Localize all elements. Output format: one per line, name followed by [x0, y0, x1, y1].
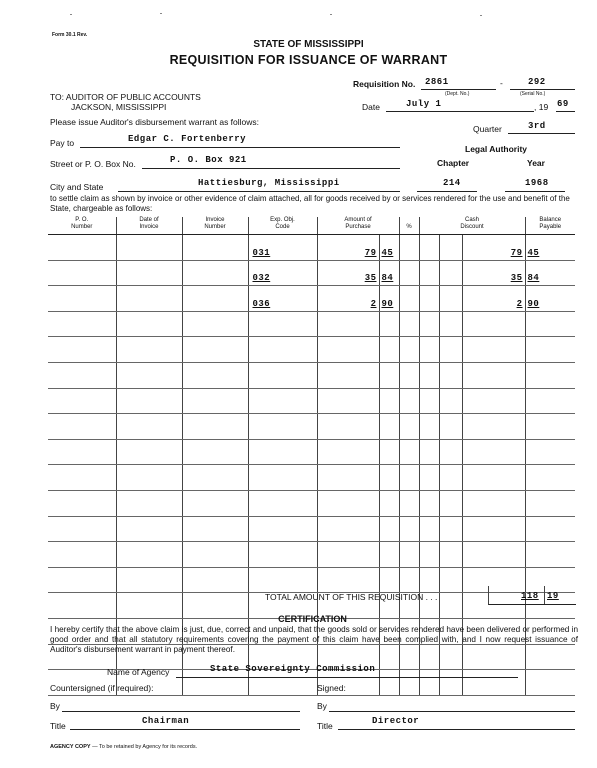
cell-cash-b	[439, 260, 462, 286]
scan-speck	[330, 14, 332, 15]
cell-cash-a	[419, 235, 439, 261]
cell-pct	[399, 516, 419, 542]
total-label: TOTAL AMOUNT OF THIS REQUISITION . . .	[265, 592, 438, 602]
cell-cash-b	[439, 490, 462, 516]
cell-pct	[399, 542, 419, 568]
cell-balance-cents	[525, 490, 575, 516]
total-cents: 19	[547, 591, 559, 601]
cell-amount-dollars	[317, 362, 379, 388]
cell-amount-cents	[379, 286, 399, 312]
cell-balance-dollars	[462, 465, 525, 491]
col-cash-header: Cash Discount	[419, 217, 525, 235]
cell-cash-b	[439, 542, 462, 568]
chapter-label: Chapter	[437, 158, 470, 168]
balance-dollars-value: 35	[510, 273, 523, 284]
cell-pct	[399, 362, 419, 388]
cell-balance-dollars	[462, 235, 525, 261]
requisition-label: Requisition No.	[353, 79, 416, 89]
cell-pct	[399, 490, 419, 516]
amount-cents-value: 45	[381, 247, 394, 258]
cell-pct	[399, 260, 419, 286]
cell-cash-a	[419, 286, 439, 312]
cell-cash-b	[439, 516, 462, 542]
settle-claim-text: to settle claim as shown by invoice or other evidence of claim attached, all for goods received by or services rendered for the use and benefit of the State, chargeable as follows:	[50, 194, 570, 213]
expense-code-value: 036	[252, 298, 271, 309]
year-prefix: , 19	[534, 102, 549, 112]
cell-amount-cents	[379, 542, 399, 568]
cell-balance-cents	[525, 439, 575, 465]
cell-cash-b	[439, 567, 462, 593]
street-value: P. O. Box 921	[170, 155, 247, 165]
cell-invoice	[182, 362, 248, 388]
cell-balance-cents	[525, 260, 575, 286]
instruction-text: Please issue Auditor's disbursement warrant as follows:	[50, 117, 260, 127]
cell-exp-code	[248, 311, 317, 337]
form-title-state: STATE OF MISSISSIPPI	[253, 39, 364, 50]
agency-copy-label: AGENCY COPY	[50, 744, 91, 750]
cell-pct	[399, 567, 419, 593]
cell-po	[48, 465, 116, 491]
to-line-1: TO: AUDITOR OF PUBLIC ACCOUNTS	[50, 92, 201, 102]
title-label-left: Title	[50, 721, 66, 731]
certification-text: I hereby certify that the above claim is just, due, correct and unpaid, that the goods sold or services rendered have been delivered or performed in good order and that all statutory requirements covering the payment of this claim have been complied with, and I now request issuance of Auditor's disbursement warrant in payment thereof.	[50, 625, 578, 654]
cell-invoice	[182, 439, 248, 465]
title-left-value: Chairman	[142, 716, 190, 726]
cell-amount-dollars	[317, 337, 379, 363]
cell-balance-dollars	[462, 260, 525, 286]
agency-label: Name of Agency	[107, 667, 170, 677]
cell-balance-dollars	[462, 286, 525, 312]
amount-cents-value: 90	[381, 298, 394, 309]
cell-cash-b	[439, 465, 462, 491]
cell-amount-cents	[379, 439, 399, 465]
cell-amount-cents	[379, 490, 399, 516]
cell-date	[116, 311, 182, 337]
cell-invoice	[182, 311, 248, 337]
expense-code-value: 032	[252, 273, 271, 284]
title-field-right	[338, 716, 575, 730]
cell-amount-dollars	[317, 490, 379, 516]
col-invoice-header: Invoice Number	[182, 217, 248, 235]
cell-exp-code	[248, 286, 317, 312]
dept-no-value: 2861	[425, 77, 449, 87]
cell-invoice	[182, 414, 248, 440]
cell-exp-code	[248, 337, 317, 363]
dept-no-field	[421, 77, 496, 90]
balance-dollars-value: 79	[510, 247, 523, 258]
cell-date	[116, 414, 182, 440]
cell-pct	[399, 235, 419, 261]
scan-speck	[480, 15, 482, 16]
form-id: Form 30.1 Rev.	[52, 32, 88, 38]
cell-amount-cents	[379, 414, 399, 440]
amount-dollars-value: 2	[370, 298, 377, 309]
cell-amount-dollars	[317, 235, 379, 261]
cell-exp-code	[248, 414, 317, 440]
balance-dollars-value: 2	[516, 298, 523, 309]
cell-balance-dollars	[462, 311, 525, 337]
cell-pct	[399, 388, 419, 414]
cell-invoice	[182, 337, 248, 363]
agency-field	[176, 664, 518, 678]
cell-amount-cents	[379, 235, 399, 261]
cell-invoice	[182, 465, 248, 491]
cell-date	[116, 567, 182, 593]
cell-pct	[399, 337, 419, 363]
cell-exp-code	[248, 567, 317, 593]
cell-cash-b	[439, 439, 462, 465]
chapter-value: 214	[443, 178, 461, 188]
col-date-header: Date of Invoice	[116, 217, 182, 235]
cell-po	[48, 362, 116, 388]
title-label-right: Title	[317, 721, 333, 731]
cell-cash-a	[419, 465, 439, 491]
cell-balance-cents	[525, 670, 575, 696]
cell-cash-b	[439, 311, 462, 337]
chapter-field	[417, 178, 477, 192]
cell-cash-b	[439, 362, 462, 388]
cell-cash-a	[419, 311, 439, 337]
cell-date	[116, 516, 182, 542]
cell-po	[48, 286, 116, 312]
table-row	[48, 542, 575, 568]
col-amount-header: Amount of Purchase	[317, 217, 399, 235]
cell-cash-a	[419, 490, 439, 516]
cell-cash-a	[419, 337, 439, 363]
col-balance-header: Balance Payable	[525, 217, 575, 235]
cell-cash-b	[439, 286, 462, 312]
cell-po	[48, 337, 116, 363]
cell-invoice	[182, 542, 248, 568]
cell-amount-cents	[379, 311, 399, 337]
cell-amount-dollars	[317, 286, 379, 312]
cell-pct	[399, 414, 419, 440]
cell-balance-cents	[525, 362, 575, 388]
cell-invoice	[182, 235, 248, 261]
cell-pct	[399, 439, 419, 465]
cell-po	[48, 439, 116, 465]
cell-balance-dollars	[462, 542, 525, 568]
cell-balance-cents	[525, 235, 575, 261]
cell-po	[48, 490, 116, 516]
balance-cents-value: 90	[527, 298, 540, 309]
table-row	[48, 337, 575, 363]
city-value: Hattiesburg, Mississippi	[198, 178, 340, 188]
cell-amount-dollars	[317, 260, 379, 286]
amount-dollars-value: 79	[364, 247, 377, 258]
cell-amount-cents	[379, 465, 399, 491]
cell-date	[116, 542, 182, 568]
cell-date	[116, 388, 182, 414]
year-value: 69	[557, 99, 569, 109]
amount-dollars-value: 35	[364, 273, 377, 284]
cell-exp-code	[248, 439, 317, 465]
cell-amount-cents	[379, 337, 399, 363]
cell-balance-cents	[525, 516, 575, 542]
cell-date	[116, 235, 182, 261]
date-field	[386, 99, 534, 112]
cell-invoice	[182, 260, 248, 286]
total-dollars: 118	[521, 591, 539, 601]
cell-balance-dollars	[462, 362, 525, 388]
cell-balance-cents	[525, 337, 575, 363]
quarter-field	[508, 121, 575, 134]
cell-balance-cents	[525, 311, 575, 337]
balance-cents-value: 45	[527, 247, 540, 258]
cell-exp-code	[248, 235, 317, 261]
cell-amount-cents	[379, 260, 399, 286]
cell-date	[116, 260, 182, 286]
cell-amount-dollars	[317, 439, 379, 465]
cell-balance-dollars	[462, 414, 525, 440]
cell-po	[48, 567, 116, 593]
cell-date	[116, 337, 182, 363]
cell-balance-cents	[525, 542, 575, 568]
cell-balance-dollars	[462, 439, 525, 465]
signed-label: Signed:	[317, 683, 346, 693]
year-authority-value: 1968	[525, 178, 549, 188]
date-value: July 1	[406, 99, 442, 109]
cell-cash-b	[439, 414, 462, 440]
table-header-row	[48, 217, 575, 235]
expense-code-value: 031	[252, 247, 271, 258]
cell-amount-dollars	[317, 311, 379, 337]
col-exp-header: Exp. Obj. Code	[248, 217, 317, 235]
cell-balance-dollars	[462, 516, 525, 542]
year-authority-field	[505, 178, 565, 192]
cell-balance-cents	[525, 388, 575, 414]
cell-balance-cents	[525, 465, 575, 491]
cell-amount-dollars	[317, 414, 379, 440]
cell-date	[116, 439, 182, 465]
cell-date	[116, 362, 182, 388]
cell-cash-b	[439, 337, 462, 363]
cell-balance-dollars	[462, 337, 525, 363]
city-label: City and State	[50, 182, 104, 192]
table-row	[48, 388, 575, 414]
table-row	[48, 439, 575, 465]
date-label: Date	[362, 102, 380, 112]
cell-exp-code	[248, 362, 317, 388]
title-field-left	[70, 716, 300, 730]
col-po-header: P. O. Number	[48, 217, 116, 235]
amount-cents-value: 84	[381, 273, 394, 284]
year-label: Year	[527, 158, 545, 168]
pay-to-label: Pay to	[50, 138, 75, 148]
footer-note	[50, 744, 197, 750]
cell-amount-dollars	[317, 465, 379, 491]
table-row	[48, 516, 575, 542]
cell-po	[48, 542, 116, 568]
cell-cash-a	[419, 260, 439, 286]
cell-po	[48, 516, 116, 542]
cell-balance-cents	[525, 414, 575, 440]
cell-amount-cents	[379, 567, 399, 593]
cell-invoice	[182, 567, 248, 593]
by-label-left: By	[50, 701, 60, 711]
table-row	[48, 235, 575, 261]
cell-cash-a	[419, 542, 439, 568]
cell-exp-code	[248, 388, 317, 414]
countersigned-label: Countersigned (if required):	[50, 683, 154, 693]
cell-exp-code	[248, 490, 317, 516]
cell-cash-a	[419, 388, 439, 414]
certification-title: CERTIFICATION	[278, 614, 347, 624]
cell-date	[116, 286, 182, 312]
cell-balance-cents	[525, 286, 575, 312]
col-pct-header: %	[399, 217, 419, 235]
cell-exp-code	[248, 465, 317, 491]
cell-invoice	[182, 388, 248, 414]
cell-po	[48, 235, 116, 261]
scan-speck	[70, 14, 72, 15]
by-field-left	[62, 701, 300, 712]
cell-amount-cents	[379, 388, 399, 414]
cell-cash-a	[419, 414, 439, 440]
agency-value: State Sovereignty Commission	[210, 664, 376, 674]
cell-po	[48, 311, 116, 337]
table-row	[48, 286, 575, 312]
total-divider	[544, 586, 545, 604]
cell-exp-code	[248, 516, 317, 542]
cell-cash-b	[439, 388, 462, 414]
cell-amount-dollars	[317, 388, 379, 414]
cell-exp-code	[248, 542, 317, 568]
cell-invoice	[182, 286, 248, 312]
street-field	[142, 155, 400, 169]
cell-balance-dollars	[462, 490, 525, 516]
title-right-value: Director	[372, 716, 420, 726]
cell-cash-b	[439, 235, 462, 261]
cell-exp-code	[248, 260, 317, 286]
balance-cents-value: 84	[527, 273, 540, 284]
cell-pct	[399, 286, 419, 312]
table-row	[48, 414, 575, 440]
table-row	[48, 465, 575, 491]
quarter-value: 3rd	[528, 121, 546, 131]
cell-amount-dollars	[317, 516, 379, 542]
by-field-right	[329, 701, 575, 712]
pay-to-field	[80, 134, 400, 148]
cell-date	[116, 490, 182, 516]
street-label: Street or P. O. Box No.	[50, 159, 136, 169]
cell-po	[48, 388, 116, 414]
cell-amount-cents	[379, 516, 399, 542]
form-title: REQUISITION FOR ISSUANCE OF WARRANT	[169, 53, 448, 67]
cell-amount-dollars	[317, 542, 379, 568]
cell-cash-a	[419, 362, 439, 388]
serial-no-value: 292	[528, 77, 546, 87]
cell-po	[48, 260, 116, 286]
serial-no-caption: (Serial No.)	[520, 91, 546, 97]
cell-cash-a	[419, 439, 439, 465]
to-line-2: JACKSON, MISSISSIPPI	[71, 102, 167, 112]
table-row	[48, 311, 575, 337]
cell-balance-dollars	[462, 388, 525, 414]
pay-to-value: Edgar C. Fortenberry	[128, 134, 247, 144]
by-label-right: By	[317, 701, 327, 711]
scan-speck	[160, 13, 162, 14]
cell-po	[48, 414, 116, 440]
cell-pct	[399, 465, 419, 491]
cell-pct	[399, 311, 419, 337]
quarter-label: Quarter	[473, 124, 502, 134]
cell-cash-a	[419, 567, 439, 593]
cell-amount-cents	[379, 362, 399, 388]
city-field	[118, 178, 400, 192]
serial-no-field	[510, 77, 575, 90]
cell-amount-dollars	[317, 567, 379, 593]
cell-invoice	[182, 490, 248, 516]
cell-cash-a	[419, 516, 439, 542]
table-row	[48, 362, 575, 388]
year-field	[556, 99, 575, 112]
table-row	[48, 260, 575, 286]
cell-date	[116, 465, 182, 491]
dash: -	[500, 78, 503, 88]
legal-authority-title: Legal Authority	[465, 144, 528, 154]
total-box	[488, 586, 576, 605]
cell-invoice	[182, 516, 248, 542]
dept-no-caption: (Dept. No.)	[445, 91, 470, 97]
table-row	[48, 490, 575, 516]
retain-text: — To be retained by Agency for its records.	[90, 744, 198, 750]
